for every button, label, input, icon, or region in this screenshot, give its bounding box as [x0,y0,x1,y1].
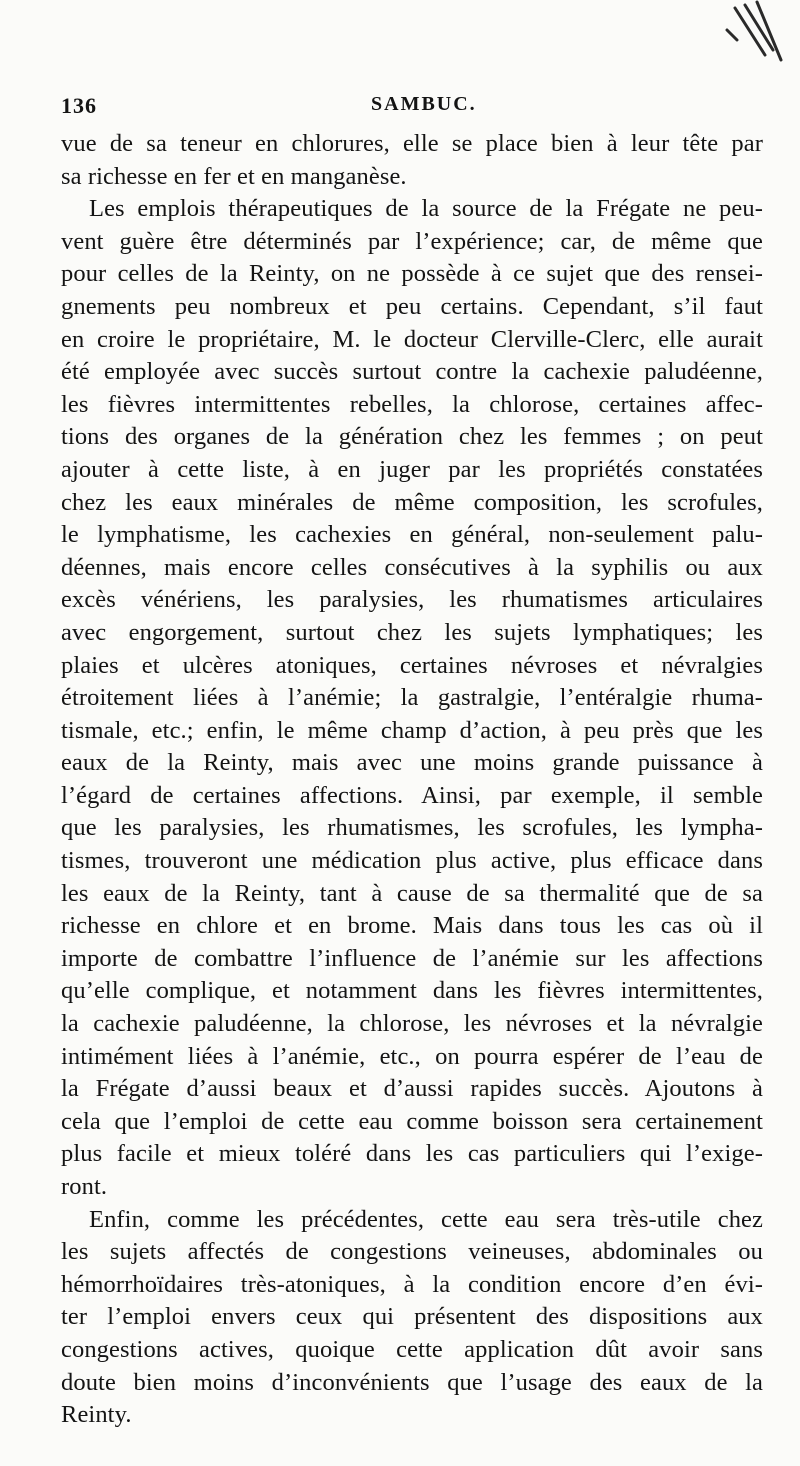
text-line: plaies et ulcères atoniques, certaines névroses et névralgies [61,651,763,679]
text-line: les fièvres intermittentes rebelles, la chlorose, certaines affec- [61,390,763,418]
text-line: vue de sa teneur en chlorures, elle se place bien à leur tête par [61,130,763,157]
text-line: ter l’emploi envers ceux qui présentent des dispositions aux [61,1303,763,1331]
text-line: gnements peu nombreux et peu certains. Cependant, s’il faut [61,292,763,320]
text-line: tions des organes de la génération chez les femmes ; on peut [61,423,763,451]
text-line: doute bien moins d’inconvénients que l’usage des eaux de la [61,1368,763,1396]
text-line: ront. [61,1173,108,1200]
text-line: cela que l’emploi de cette eau comme boisson sera certainement [61,1107,763,1135]
text-line: importe de combattre l’influence de l’anémie sur les affections [61,944,763,972]
text-line: tismes, trouveront une médication plus active, plus efficace dans [61,847,763,875]
text-line: la cachexie paludéenne, la chlorose, les névroses et la névralgie [61,1010,763,1038]
text-line: avec engorgement, surtout chez les sujets lymphatiques; les [61,618,763,646]
ink-mark [665,0,785,75]
text-line: été employée avec succès surtout contre la cachexie paludéenne, [61,358,763,386]
text-line: tismale, etc.; enfin, le même champ d’action, à peu près que les [61,716,763,744]
text-line: excès vénériens, les paralysies, les rhumatismes articulaires [61,586,763,614]
text-line: déennes, mais encore celles consécutives à la syphilis ou aux [61,553,763,581]
text-line: richesse en chlore et en brome. Mais dans tous les cas où il [61,912,763,940]
text-line: hémorrhoïdaires très-atoniques, à la condition encore d’en évi- [61,1270,763,1298]
text-line: plus facile et mieux toléré dans les cas particuliers qui l’exige- [61,1140,763,1168]
text-line: ajouter à cette liste, à en juger par les propriétés constatées [61,455,763,483]
text-line: Les emplois thérapeutiques de la source de la Frégate ne peu- [89,195,763,223]
text-line: les sujets affectés de congestions veineuses, abdominales ou [61,1238,763,1266]
text-line: le lymphatisme, les cachexies en général, non-seulement palu- [61,521,763,549]
text-line: qu’elle complique, et notamment dans les fièvres intermittentes, [61,977,763,1005]
page-header [61,93,761,123]
running-head: SAMBUC. [371,93,477,115]
text-line: pour celles de la Reinty, on ne possède à ce sujet que des rensei- [61,260,763,288]
text-line: eaux de la Reinty, mais avec une moins grande puissance à [61,749,763,777]
text-line: sa richesse en fer et en manganèse. [61,162,407,190]
text-line: étroitement liées à l’anémie; la gastralgie, l’entéralgie rhuma- [61,684,763,712]
text-line: les eaux de la Reinty, tant à cause de sa thermalité que de sa [61,879,763,907]
text-line: Enfin, comme les précédentes, cette eau sera très-utile chez [89,1205,763,1233]
text-line: que les paralysies, les rhumatismes, les scrofules, les lympha- [61,814,763,842]
text-line: congestions actives, quoique cette application dût avoir sans [61,1335,763,1363]
text-line: chez les eaux minérales de même composition, les scrofules, [61,488,763,516]
text-line: Reinty. [61,1401,132,1429]
text-line: l’égard de certaines affections. Ainsi, par exemple, il semble [61,781,763,809]
body-text [61,128,763,1432]
text-line: en croire le propriétaire, M. le docteur Clerville-Clerc, elle aurait [61,325,763,353]
text-line: intimément liées à l’anémie, etc., on pourra espérer de l’eau de [61,1042,763,1070]
page-number: 136 [61,93,97,118]
text-line: vent guère être déterminés par l’expérience; car, de même que [61,227,763,255]
text-line: la Frégate d’aussi beaux et d’aussi rapides succès. Ajoutons à [61,1075,763,1103]
